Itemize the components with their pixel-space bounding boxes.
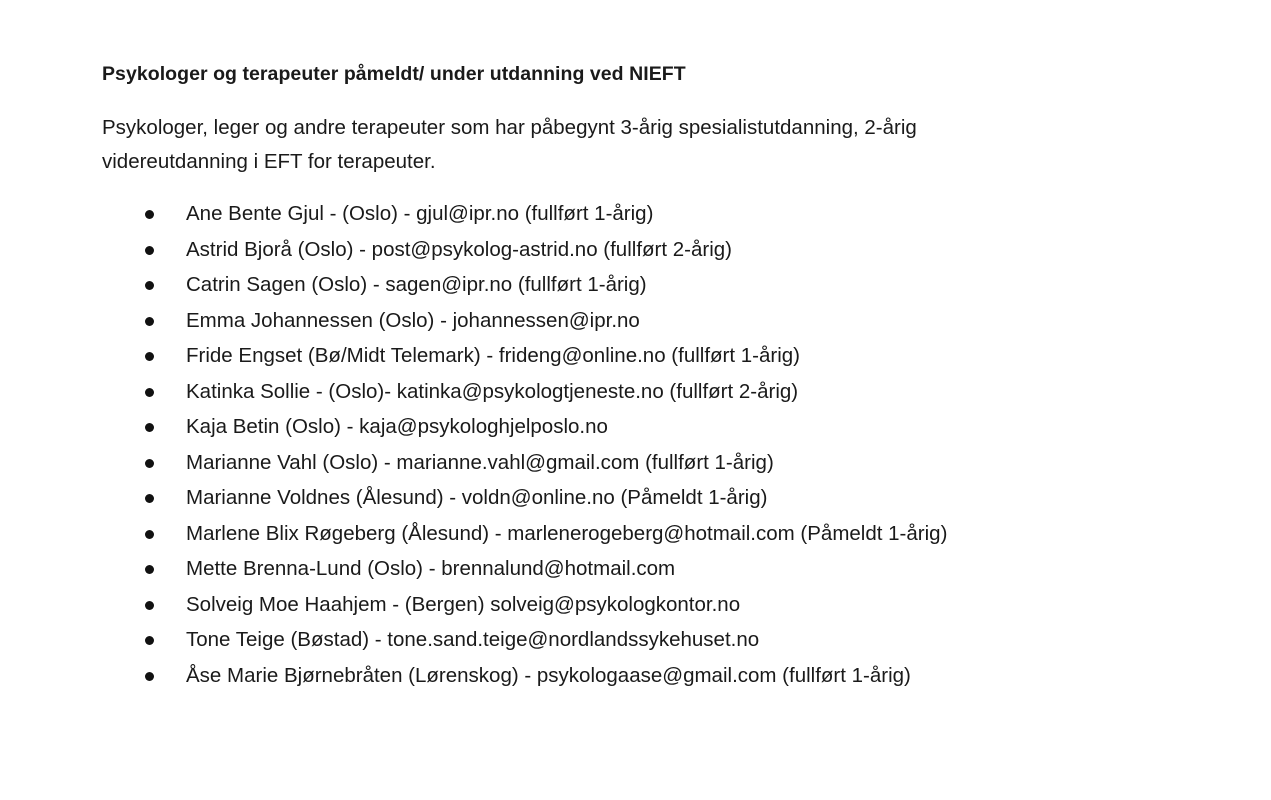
list-item-text: Marianne Voldnes (Ålesund) - voldn@online.no (Påmeldt 1-årig) [186,486,768,509]
bullet-icon [145,530,154,539]
bullet-icon [145,672,154,681]
list-item-text: Catrin Sagen (Oslo) - sagen@ipr.no (fullført 1-årig) [186,273,647,296]
list-item [102,445,947,481]
bullet-icon [145,423,154,432]
list-item-text: Marlene Blix Røgeberg (Ålesund) - marlenerogeberg@hotmail.com (Påmeldt 1-årig) [186,521,948,545]
bullet-icon [145,281,154,290]
bullet-icon [145,388,154,397]
bullet-icon [145,636,154,645]
list-item [102,338,947,374]
list-item [102,658,947,694]
list-item-text: Mette Brenna-Lund (Oslo) - brennalund@hotmail.com [186,557,676,580]
list-item-text: Kaja Betin (Oslo) - kaja@psykologhjelposlo.no [186,415,608,438]
list-item [102,303,947,339]
list-item-text: Emma Johannessen (Oslo) - johannessen@ipr.no [186,308,640,332]
list-item [102,551,947,587]
bullet-icon [145,210,154,219]
list-item-text: Fride Engset (Bø/Midt Telemark) - frideng@online.no (fullført 1-årig) [186,344,800,367]
list-item [102,587,947,623]
intro-paragraph [102,111,1062,179]
list-item [102,232,947,268]
bullet-icon [145,317,154,326]
intro-line: Psykologer, leger og andre terapeuter som har påbegynt 3-årig spesialistutdanning, 2-årig [102,116,917,139]
list-item-text: Marianne Vahl (Oslo) - marianne.vahl@gmail.com (fullført 1-årig) [186,450,774,474]
list-item [102,374,947,410]
bullet-icon [145,601,154,610]
list-item-text: Astrid Bjorå (Oslo) - post@psykolog-astrid.no (fullført 2-årig) [186,237,732,261]
list-item [102,480,947,516]
list-item [102,409,947,445]
list-item-text: Solveig Moe Haahjem - (Bergen) solveig@psykologkontor.no [186,592,741,616]
bullet-icon [145,459,154,468]
intro-line: videreutdanning i EFT for terapeuter. [102,150,436,173]
list-item-text: Åse Marie Bjørnebråten (Lørenskog) - psykologaase@gmail.com (fullført 1-årig) [186,663,911,687]
list-item [102,622,947,658]
bullet-icon [145,565,154,574]
list-item-text: Tone Teige (Bøstad) - tone.sand.teige@nordlandssykehuset.no [186,628,760,651]
bullet-icon [145,246,154,255]
list-item-text: Katinka Sollie - (Oslo)- katinka@psykologtjeneste.no (fullført 2-årig) [186,379,799,403]
section-heading: Psykologer og terapeuter påmeldt/ under utdanning ved NIEFT [102,63,686,85]
list-item-text: Ane Bente Gjul - (Oslo) - gjul@ipr.no (fullført 1-årig) [186,202,654,225]
list-item [102,516,947,552]
person-list [102,196,947,693]
list-item [102,196,947,232]
bullet-icon [145,494,154,503]
list-item [102,267,947,303]
bullet-icon [145,352,154,361]
